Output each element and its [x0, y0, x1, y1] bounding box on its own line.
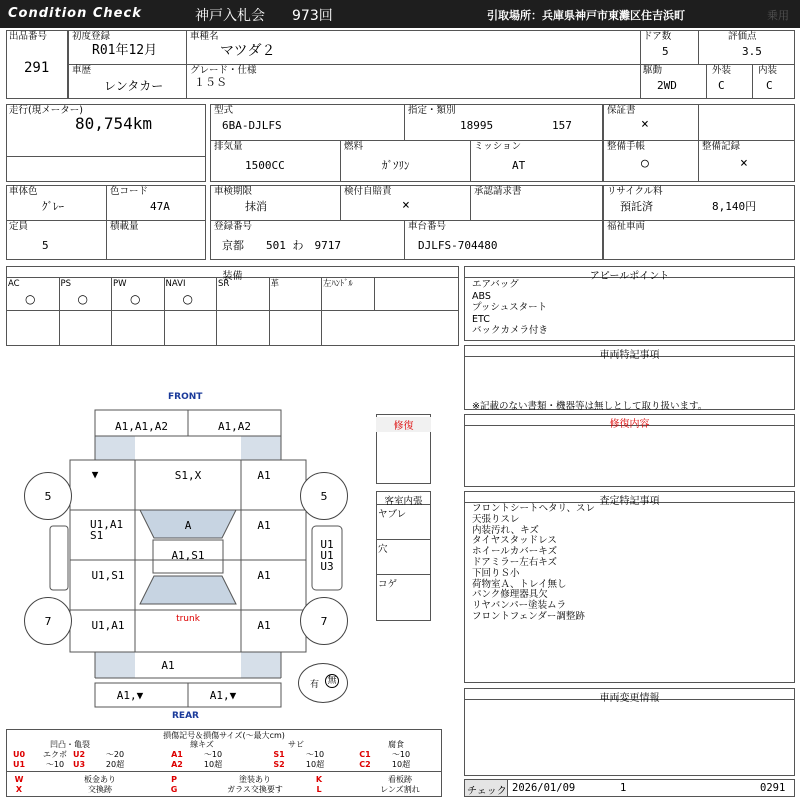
- door-rear-left: U1,S1: [91, 569, 125, 582]
- manual-label: 整備手帳: [607, 141, 646, 152]
- tire-front-left: 5: [24, 472, 72, 520]
- equipment-0-mark: ○: [25, 292, 36, 306]
- appeal-item: ABS: [472, 290, 491, 302]
- legend-desc: 〜10: [391, 750, 411, 759]
- inspection-item: 天張りスレ: [472, 513, 520, 525]
- grade: １５Ｓ: [194, 76, 227, 89]
- score: 3.5: [742, 45, 762, 58]
- inspection-item: 内装汚れ、キズ: [472, 524, 539, 536]
- recycle-fee: 8,140円: [712, 200, 757, 213]
- mission-label: ミッション: [474, 141, 522, 152]
- warranty: ×: [641, 117, 649, 132]
- auction-round: 973回: [292, 8, 333, 24]
- inspection-label: 車検期限: [214, 186, 253, 197]
- legend-group: サビ: [288, 740, 304, 749]
- check-label: チェック: [467, 786, 507, 797]
- fuel-label: 燃料: [344, 141, 364, 152]
- drive-label: 駆動: [643, 65, 663, 76]
- ext-label: 外装: [712, 65, 732, 76]
- equipment-5-label: 革: [270, 279, 280, 289]
- legend-title: 損傷記号＆損傷サイズ(〜最大cm): [163, 731, 285, 740]
- recycle-status: 預託済: [620, 200, 653, 213]
- spare-tire: [298, 663, 348, 703]
- record-label: 整備記録: [702, 141, 741, 152]
- color-code: 47A: [150, 200, 170, 213]
- equipment-3-mark: ○: [182, 292, 193, 306]
- legend-desc: ガラス交換要す: [227, 785, 283, 794]
- insurance: ×: [402, 198, 410, 213]
- equipment-1-label: PS: [60, 279, 72, 289]
- legend-desc: エクボ: [43, 750, 67, 759]
- load-label: 積載量: [110, 221, 139, 232]
- tire-front-right: 5: [300, 472, 348, 520]
- legend-desc: 〜20: [105, 750, 125, 759]
- manual: ○: [641, 156, 649, 171]
- rear-label: REAR: [172, 711, 199, 721]
- displacement: 1500CC: [245, 159, 285, 172]
- equipment-0-label: AC: [8, 279, 20, 289]
- door-front-left: U1,A1 S1: [90, 518, 124, 542]
- color-code-label: 色コード: [110, 186, 149, 197]
- repair-label: 修復: [376, 417, 431, 432]
- side-right: U1 U1 U3: [320, 538, 334, 573]
- inspection-title: 査定特記事項: [599, 496, 660, 507]
- plate-label: 登録番号: [214, 221, 253, 232]
- pickup-location: 引取場所：兵庫県神戸市東灘区住吉浜町: [487, 9, 685, 22]
- bumper-front-right: A1,A2: [217, 420, 252, 433]
- legend-code: U0: [12, 750, 26, 759]
- inspection-item: 荷物室Ａ、トレイ無し: [472, 578, 567, 590]
- legend-desc: 看板跡: [388, 775, 412, 784]
- inspection-item: ドアミラー左右キズ: [472, 556, 558, 568]
- vehicle-category: 乗用: [767, 9, 789, 22]
- legend-group: 線キズ: [190, 740, 214, 749]
- legend-desc: 〜10: [45, 760, 65, 769]
- legend-desc: 〜10: [203, 750, 223, 759]
- lot-label: 出品番号: [9, 31, 48, 42]
- inspection-item: フロントフェンダー調整跡: [472, 610, 585, 622]
- doors: 5: [662, 45, 669, 58]
- history: レンタカー: [104, 79, 164, 93]
- legend-code: U1: [12, 760, 26, 769]
- change-title: 車両変更情報: [599, 693, 660, 704]
- legend-code: G: [170, 785, 178, 794]
- bumper-rear-left: A1,▼: [116, 689, 144, 702]
- legend-desc: 10超: [391, 760, 411, 769]
- legend-code: A1: [171, 750, 183, 759]
- equipment-6-label: 左ﾊﾝﾄﾞﾙ: [323, 279, 353, 289]
- legend-code: U2: [72, 750, 86, 759]
- inspection-item: リヤバンパー塗装ムラ: [472, 600, 567, 612]
- spare-mark: 無: [325, 674, 339, 688]
- mileage-label: 走行(現メーター): [9, 105, 83, 116]
- inspection-item: 下回りＳ小: [472, 567, 520, 579]
- legend-desc: 10超: [305, 760, 325, 769]
- inspection-item: タイヤスタッドレス: [472, 535, 557, 547]
- check-num: 1: [620, 782, 627, 794]
- legend-desc: 板金あり: [84, 775, 116, 784]
- special-note: ※記載のない書類・機器等は無しとして取り扱います。: [472, 401, 708, 412]
- first-registration: R01年12月: [92, 43, 158, 58]
- bumper-rear-right: A1,▼: [209, 689, 237, 702]
- model-label: 型式: [214, 105, 234, 116]
- legend-code: A2: [171, 760, 183, 769]
- inspection-item: フロントシートヘタリ、スレ: [472, 503, 596, 514]
- cabin-tear-label: ヤブレ: [378, 509, 407, 520]
- category-1: 18995: [460, 119, 494, 132]
- legend-desc: 10超: [203, 760, 223, 769]
- legend-group: 腐食: [388, 740, 404, 749]
- capacity-label: 定員: [9, 221, 29, 232]
- appeal-item: プッシュスタート: [472, 302, 548, 314]
- legend-desc: 20超: [105, 760, 125, 769]
- tire-rear-right: 7: [300, 597, 348, 645]
- color-label: 車体色: [9, 186, 38, 197]
- legend-code: L: [316, 785, 322, 794]
- appeal-title: アピールポイント: [589, 271, 670, 282]
- grade-label: グレード・仕様: [190, 65, 257, 76]
- legend-code: W: [14, 775, 24, 784]
- roof: A1,S1: [171, 549, 205, 562]
- legend-code: S2: [273, 760, 285, 769]
- legend-code: U3: [72, 760, 86, 769]
- score-label: 評価点: [728, 31, 757, 42]
- equipment-title: 装備: [222, 271, 243, 282]
- door-front-right: A1: [257, 519, 271, 532]
- appeal-item: ETC: [472, 313, 490, 325]
- body-color: ｸﾞﾚｰ: [42, 200, 64, 213]
- doors-label: ドア数: [643, 31, 672, 42]
- bumper-front-left: A1,A1,A2: [115, 420, 168, 433]
- plate-number: 京都 501 わ 9717: [222, 239, 341, 252]
- auction-name: 神戸入札会: [195, 8, 265, 24]
- capacity: 5: [42, 239, 49, 252]
- approval-label: 承認請求書: [474, 186, 522, 197]
- fuel: ｶﾞｿﾘﾝ: [382, 159, 410, 172]
- fender-front-left: ▼: [91, 468, 99, 481]
- trunk-label: trunk: [176, 614, 200, 624]
- inspection-list: [472, 504, 595, 623]
- legend-code: P: [171, 775, 177, 784]
- equipment-4-label: SR: [218, 279, 230, 289]
- header-bar: [0, 0, 800, 28]
- door-rear-right: A1: [257, 569, 271, 582]
- appeal-item: エアバッグ: [472, 279, 519, 290]
- tire-rear-left: 7: [24, 597, 72, 645]
- legend-desc: レンズ割れ: [380, 785, 420, 794]
- quarter-right: A1: [257, 619, 271, 632]
- history-label: 車歴: [72, 65, 92, 76]
- reg-label: 初度登録: [72, 31, 111, 42]
- appeal-list: [472, 279, 548, 337]
- welfare-label: 福祉車両: [607, 221, 646, 232]
- repair-content-title: 修復内容: [609, 419, 650, 430]
- legend-desc: 交換跡: [88, 785, 112, 794]
- ext-score: C: [718, 79, 725, 92]
- category-label: 指定・類別: [408, 105, 456, 116]
- car-name-label: 車種名: [190, 31, 219, 42]
- trunk-lid: A1: [161, 659, 175, 672]
- fender-front-right: A1: [257, 469, 271, 482]
- legend-code: C1: [359, 750, 371, 759]
- legend-code: K: [315, 775, 323, 784]
- int-score: C: [766, 79, 773, 92]
- lot-number: 291: [24, 60, 50, 76]
- legend-code: C2: [359, 760, 371, 769]
- equipment-1-mark: ○: [77, 292, 88, 306]
- mission: AT: [512, 159, 526, 172]
- record: ×: [740, 156, 748, 171]
- equipment-3-label: NAVI: [165, 279, 186, 289]
- mileage: 80,754km: [75, 114, 153, 133]
- brand-title: Condition Check: [8, 6, 142, 21]
- category-2: 157: [552, 119, 572, 132]
- special-title: 車両特記事項: [599, 350, 660, 361]
- legend-desc: 塗装あり: [239, 775, 271, 784]
- legend-code: X: [15, 785, 23, 794]
- legend-desc: 〜10: [305, 750, 325, 759]
- legend-code: S1: [273, 750, 285, 759]
- displacement-label: 排気量: [214, 141, 243, 152]
- legend-group: 凹凸・亀裂: [50, 740, 90, 749]
- check-date: 2026/01/09: [512, 782, 576, 794]
- chassis-number: DJLFS-704480: [418, 239, 498, 252]
- quarter-left: U1,A1: [91, 619, 125, 632]
- cabin-hole-label: 穴: [378, 544, 388, 555]
- windshield: A: [184, 519, 192, 532]
- check-code: 0291: [760, 782, 786, 794]
- hood: S1,X: [174, 469, 202, 482]
- recycle-label: リサイクル料: [607, 186, 663, 197]
- chassis-label: 車台番号: [408, 221, 447, 232]
- front-label: FRONT: [168, 392, 203, 402]
- int-label: 内装: [758, 65, 778, 76]
- appeal-item: バックカメラ付き: [472, 325, 549, 337]
- equipment-2-mark: ○: [130, 292, 141, 306]
- drive: 2WD: [657, 79, 677, 92]
- model: 6BA-DJLFS: [222, 119, 282, 132]
- warranty-label: 保証書: [607, 105, 636, 116]
- car-name: マツダ２: [220, 43, 276, 59]
- equipment-2-label: PW: [113, 279, 127, 289]
- cabin-burn-label: コゲ: [378, 579, 398, 590]
- cabin-label: 客室内張: [384, 496, 423, 507]
- inspection-item: ホイールカバーキズ: [472, 546, 558, 558]
- inspection-item: パンク修理器具欠: [472, 589, 548, 601]
- inspection: 抹消: [245, 200, 267, 213]
- insurance-label: 検付自賠責: [344, 186, 392, 197]
- spare-label: 有: [310, 680, 320, 690]
